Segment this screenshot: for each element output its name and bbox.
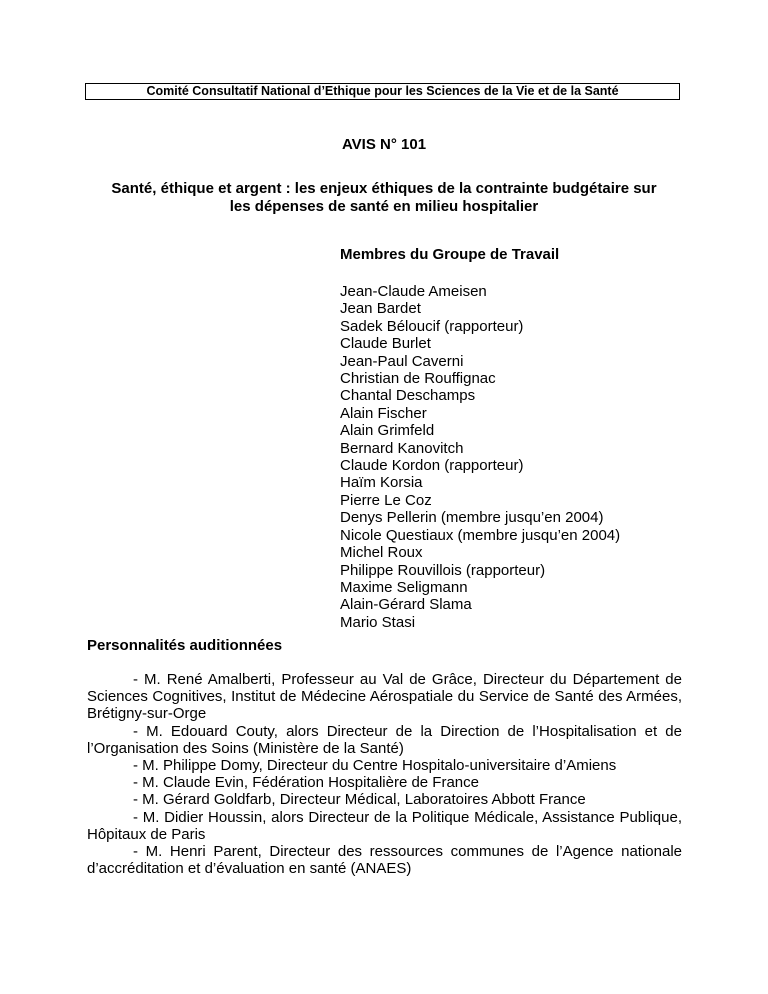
member-item: Haïm Korsia (340, 474, 423, 492)
member-item: Pierre Le Coz (340, 491, 432, 509)
audition-entry: - M. Didier Houssin, alors Directeur de la Politique Médicale, Assistance Publique, Hôpitaux de Paris (87, 808, 682, 843)
audition-entry: - M. Claude Evin, Fédération Hospitalière de France (133, 774, 479, 792)
working-group-heading: Membres du Groupe de Travail (340, 246, 560, 263)
avis-subject-line-2: les dépenses de santé en milieu hospitalier (229, 198, 539, 215)
audition-entry: - M. René Amalberti, Professeur au Val de Grâce, Directeur du Département de Sciences Cognitives, Institut de Médecine Aérospatiale du Service de Santé des Armées, Brétigny-sur-Orge (87, 671, 682, 723)
committee-header: Comité Consultatif National d’Ethique pour les Sciences de la Vie et de la Santé (85, 83, 680, 100)
audition-entry: - M. Edouard Couty, alors Directeur de la Direction de l’Hospitalisation et de l’Organisation des Soins (Ministère de la Santé) (87, 722, 682, 757)
auditions-list (87, 671, 682, 877)
working-group-section (340, 246, 740, 631)
member-item: Nicole Questiaux (membre jusqu’en 2004) (340, 526, 621, 544)
member-item: Denys Pellerin (membre jusqu’en 2004) (340, 509, 604, 527)
member-item: Christian de Rouffignac (340, 370, 496, 388)
avis-title: AVIS N° 101 (341, 136, 427, 153)
avis-subject-line-1: Santé, éthique et argent : les enjeux éthiques de la contrainte budgétaire sur (111, 180, 657, 197)
member-item: Bernard Kanovitch (340, 439, 464, 457)
member-item: Philippe Rouvillois (rapporteur) (340, 561, 546, 579)
member-item: Jean Bardet (340, 300, 421, 318)
audition-entry: - M. Gérard Goldfarb, Directeur Médical, Laboratoires Abbott France (133, 791, 586, 809)
member-item: Jean-Claude Ameisen (340, 283, 487, 300)
member-item: Claude Kordon (rapporteur) (340, 457, 524, 475)
member-item: Claude Burlet (340, 335, 431, 353)
avis-subject (90, 180, 678, 216)
member-item: Alain-Gérard Slama (340, 596, 472, 614)
member-item: Alain Fischer (340, 404, 427, 422)
member-item: Maxime Seligmann (340, 578, 468, 596)
members-list (340, 283, 740, 631)
member-item: Jean-Paul Caverni (340, 352, 464, 370)
member-item: Sadek Béloucif (rapporteur) (340, 317, 524, 335)
auditions-heading: Personnalités auditionnées (87, 637, 283, 654)
audition-entry: - M. Philippe Domy, Directeur du Centre Hospitalo-universitaire d’Amiens (133, 757, 617, 775)
member-item: Mario Stasi (340, 613, 416, 631)
member-item: Alain Grimfeld (340, 422, 435, 440)
member-item: Michel Roux (340, 544, 423, 562)
audition-entry: - M. Henri Parent, Directeur des ressources communes de l’Agence nationale d’accréditation et d’évaluation en santé (ANAES) (87, 843, 682, 878)
member-item: Chantal Deschamps (340, 387, 476, 405)
